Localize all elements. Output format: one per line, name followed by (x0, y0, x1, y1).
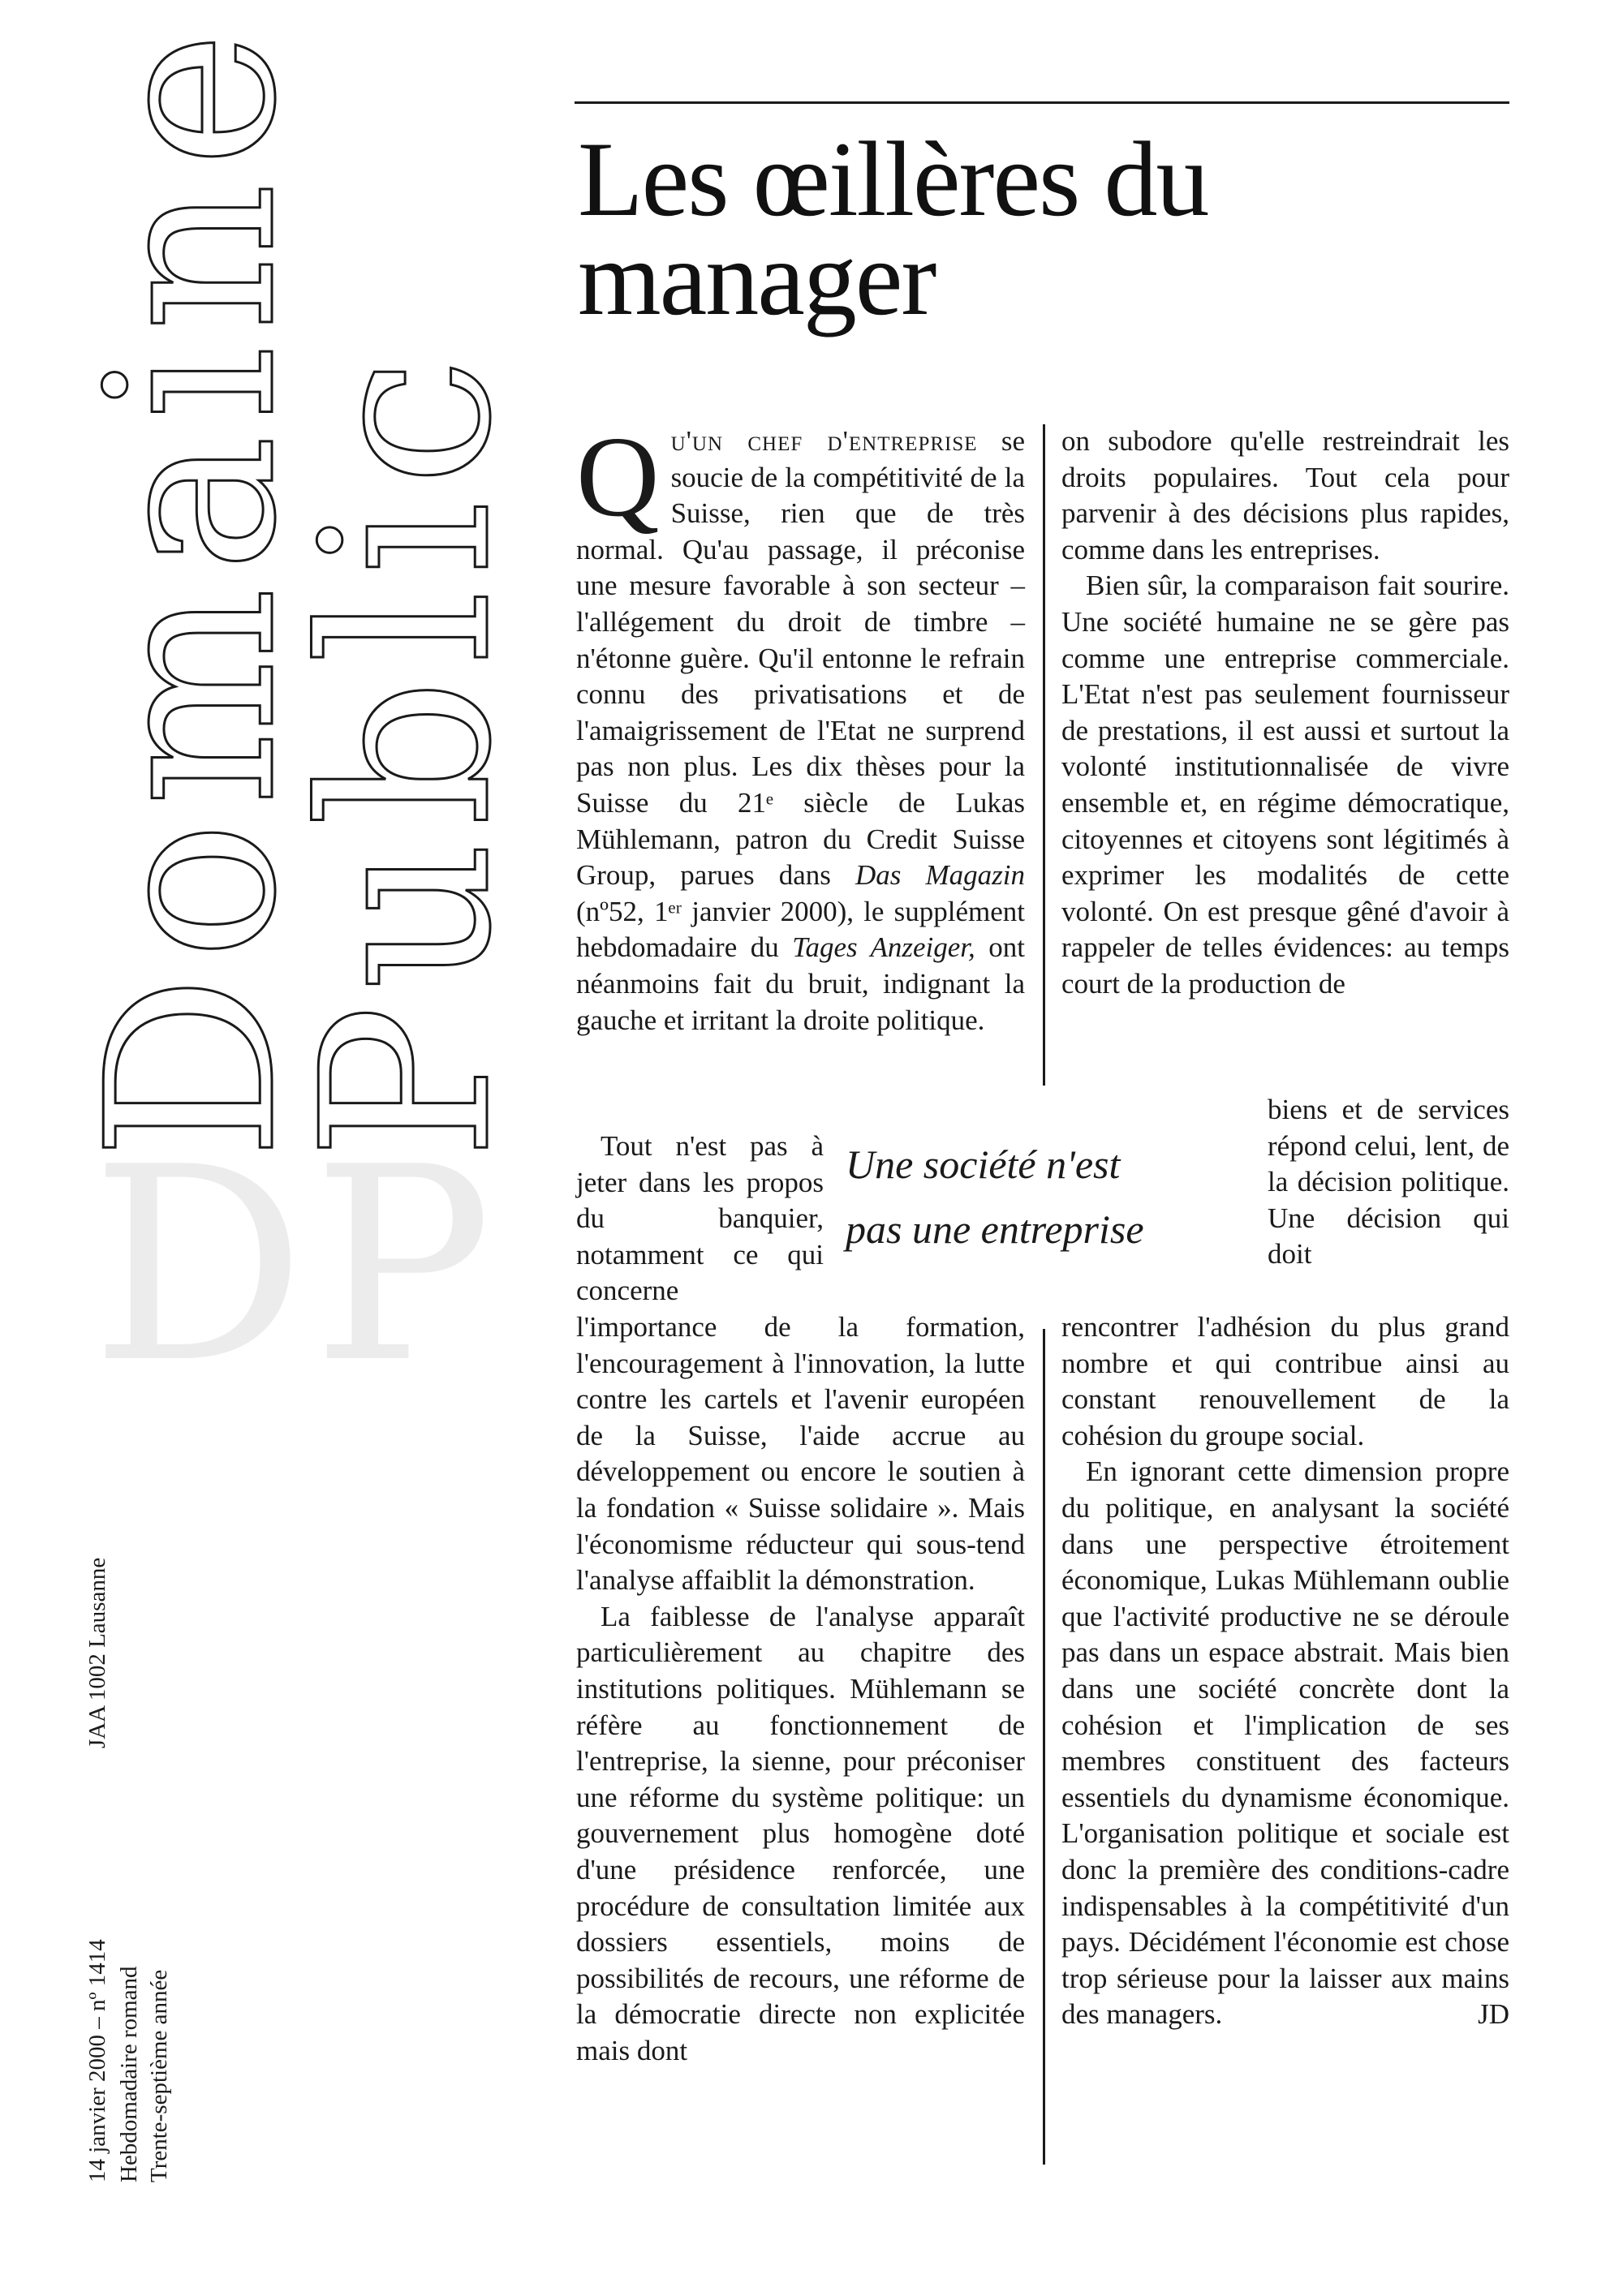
citation-das-magazin: Das Magazin (855, 859, 1025, 892)
paragraph-1-text-b: (nº52, 1ᵉʳ janvier 2000), le supplément hebdomadaire du (576, 895, 1025, 964)
postal-mark: JAA 1002 Lausanne (84, 1557, 110, 1748)
dp-watermark: DP (91, 1110, 499, 1421)
publication-year: Trente-septième année (146, 1969, 172, 2182)
article-column-1-top (576, 412, 1025, 1038)
paragraph-1 (576, 412, 1025, 1038)
paragraph-4: Bien sûr, la comparaison fait sourire. Une société humaine ne se gère pas comme une entreprise commerciale. L'Etat n'est pas seulement fournisseur de prestations, il est aussi et surtout la volonté institutionnalisée de vivre ensemble et, en régime démocratique, citoyennes et citoyens sont légitimés à exprimer les modalités de cette volonté. On est presque gêné d'avoir à rappeler de telles évidences: au temps court de la production de (1061, 570, 1509, 1000)
citation-tages-anzeiger: Tages Anzeiger, (792, 931, 975, 964)
pull-quote-line-2: pas une entreprise (846, 1206, 1144, 1252)
paragraph-4-b: biens et de services répond celui, lent, de la décision politique. Une décision qui doit (1268, 1094, 1509, 1271)
paragraph-1-text-c: ont néanmoins fait du bruit, indignant la gauche et irritant la droite politique. (576, 931, 1025, 1036)
paragraph-4-middle (1268, 1092, 1509, 1273)
paragraph-2-start (576, 1129, 824, 1309)
paragraph-1-text-a: se soucie de la compétitivité de la Suisse, rien que de très normal. Qu'au passage, il préconise une mesure favorable à son secteur – l'allégement du droit de timbre – n'étonne guère. Qu'il entonne le refrain connu des privatisations et de l'amaigrissement de l'Etat ne surprend pas non plus. Les dix thèses pour la Suisse du 21ᵉ siècle de Lukas Mühlemann, patron du Credit Suisse Group, parues dans (576, 425, 1025, 892)
article-column-2-bottom (1061, 1309, 1509, 2033)
masthead-title-domaine: Domaine (58, 16, 327, 1160)
issue-date: 14 janvier 2000 – nº 1414 (84, 1939, 110, 2182)
title-rule (575, 101, 1509, 104)
article-title-line-1: Les œillères du (578, 119, 1208, 239)
publication-frequency: Hebdomadaire romand (116, 1966, 142, 2182)
column-divider-upper (1043, 424, 1045, 1086)
article-column-1-bottom (576, 1309, 1025, 2069)
paragraph-3: La faiblesse de l'analyse apparaît particulièrement au chapitre des institutions politiques. Mühlemann se réfère au fonctionnement de l'entreprise, la sienne, pour préconiser une réforme du système politique: un gouvernement plus homogène doté d'une présidence renforcée, une procédure de consultation limitée aux dossiers essentiels, moins de possibilités de recours, une réforme de la démocratie directe non explicitée mais dont (576, 1600, 1025, 2066)
paragraph-2-a: Tout n'est pas à jeter dans les propos du banquier, notamment ce qui concerne (576, 1130, 824, 1307)
article-column-2-top (1061, 424, 1509, 1003)
masthead-title-public: Public (273, 342, 542, 1160)
author-signature: JD (1478, 1998, 1509, 2031)
paragraph-3-continued: on subodore qu'elle restreindrait les droits populaires. Tout cela pour parvenir à des décisions plus rapides, comme dans les entreprises. (1061, 425, 1509, 565)
paragraph-5 (1061, 1454, 1509, 2033)
article-title (578, 119, 1208, 338)
paragraph-2-b: l'importance de la formation, l'encouragement à l'innovation, la lutte contre les cartels et l'avenir européen de la Suisse, l'aide accrue au développement ou encore le soutien à la fondation « Suisse solidaire ». Mais l'économisme réducteur qui sous-tend l'analyse affaiblit la démonstration. (576, 1311, 1025, 1597)
paragraph-5-text: En ignorant cette dimension propre du politique, en analysant la société dans une perspective étroitement économique, Lukas Mühlemann oublie que l'activité productive ne se déroule pas dans un espace abstrait. Mais bien dans une société concrète dont la cohésion et l'implication de ses membres constituent des facteurs essentiels du dynamisme économique. L'organisation politique et sociale est donc la première des conditions-cadre indispensables à la compétitivité d'un pays. Décidément l'économie est chose trop sérieuse pour la laisser aux mains des managers. (1061, 1455, 1509, 2031)
drop-cap: Q (576, 412, 660, 540)
pull-quote-line-1: Une société n'est (846, 1142, 1121, 1187)
paragraph-4-c: rencontrer l'adhésion du plus grand nombre et qui contribue ainsi au constant renouvellement de la cohésion du groupe social. (1061, 1311, 1509, 1451)
lead-smallcaps: u'un chef d'entreprise (670, 425, 978, 457)
column-divider-lower (1043, 1329, 1045, 2165)
article-title-line-2: manager (578, 218, 936, 338)
